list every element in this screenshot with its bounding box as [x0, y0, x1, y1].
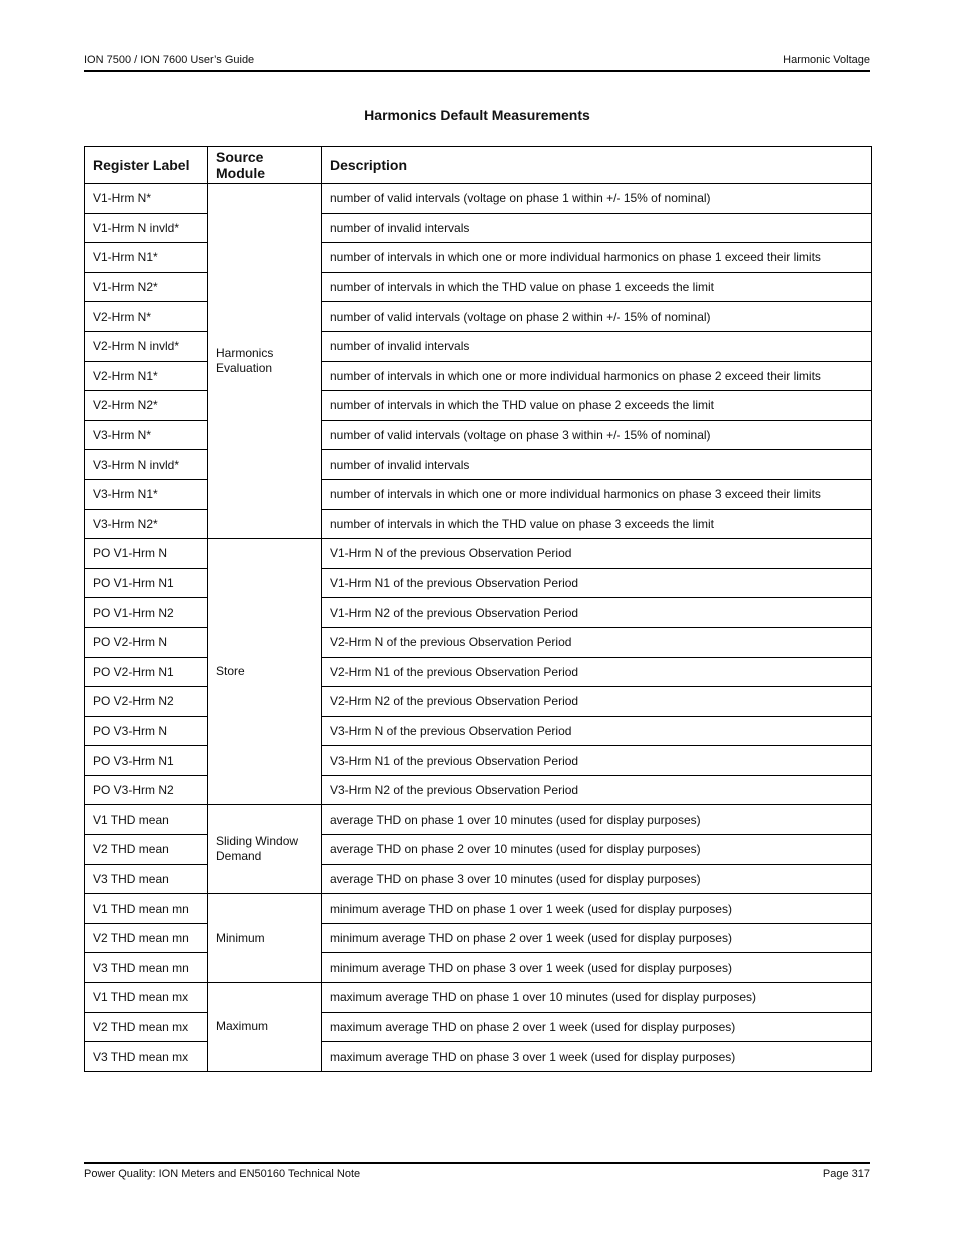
page-title: Harmonics Default Measurements: [364, 107, 590, 123]
description-cell: number of invalid intervals: [322, 213, 872, 243]
table-row: [85, 361, 872, 391]
register-label-cell: V1-Hrm N2*: [85, 272, 208, 302]
page-footer: [84, 1162, 870, 1180]
source-module-cell: Minimum: [208, 894, 322, 983]
page-number: Page 317: [822, 1168, 870, 1180]
register-label-cell: V3-Hrm N1*: [85, 479, 208, 509]
register-label-cell: PO V1-Hrm N: [85, 539, 208, 569]
measurements-table: [84, 146, 872, 1072]
description-cell: average THD on phase 3 over 10 minutes (used for display purposes): [322, 864, 872, 894]
description-cell: number of intervals in which one or more individual harmonics on phase 3 exceed their limits: [322, 479, 872, 509]
header-guide-title: ION 7500 / ION 7600 User’s Guide: [84, 54, 255, 66]
table-row: [85, 953, 872, 983]
description-cell: V2-Hrm N1 of the previous Observation Period: [322, 657, 872, 687]
description-cell: number of valid intervals (voltage on phase 1 within +/- 15% of nominal): [322, 184, 872, 214]
register-label-cell: V3-Hrm N invld*: [85, 450, 208, 480]
register-label-cell: V1-Hrm N1*: [85, 243, 208, 273]
register-label-cell: V3 THD mean mx: [85, 1042, 208, 1072]
source-module-cell: Harmonics Evaluation: [208, 184, 322, 539]
description-cell: V3-Hrm N of the previous Observation Period: [322, 716, 872, 746]
description-cell: average THD on phase 1 over 10 minutes (used for display purposes): [322, 805, 872, 835]
description-cell: V3-Hrm N2 of the previous Observation Period: [322, 775, 872, 805]
table-row: [85, 568, 872, 598]
header-description: Description: [322, 147, 872, 184]
page-header: [84, 50, 870, 72]
description-cell: V2-Hrm N2 of the previous Observation Period: [322, 687, 872, 717]
table-row: [85, 302, 872, 332]
register-label-cell: V2-Hrm N invld*: [85, 331, 208, 361]
table-row: [85, 391, 872, 421]
description-cell: V3-Hrm N1 of the previous Observation Period: [322, 746, 872, 776]
register-label-cell: PO V3-Hrm N1: [85, 746, 208, 776]
table-row: [85, 627, 872, 657]
table-row: [85, 864, 872, 894]
table-row: [85, 598, 872, 628]
description-cell: maximum average THD on phase 3 over 1 week (used for display purposes): [322, 1042, 872, 1072]
table-row: [85, 687, 872, 717]
description-cell: number of intervals in which the THD value on phase 1 exceeds the limit: [322, 272, 872, 302]
register-label-cell: PO V2-Hrm N: [85, 627, 208, 657]
table-row: [85, 272, 872, 302]
description-cell: number of valid intervals (voltage on phase 3 within +/- 15% of nominal): [322, 420, 872, 450]
description-cell: minimum average THD on phase 1 over 1 week (used for display purposes): [322, 894, 872, 924]
table-row: [85, 716, 872, 746]
description-cell: number of intervals in which the THD value on phase 3 exceeds the limit: [322, 509, 872, 539]
description-cell: number of valid intervals (voltage on phase 2 within +/- 15% of nominal): [322, 302, 872, 332]
description-cell: minimum average THD on phase 2 over 1 week (used for display purposes): [322, 923, 872, 953]
register-label-cell: PO V1-Hrm N2: [85, 598, 208, 628]
register-label-cell: PO V2-Hrm N2: [85, 687, 208, 717]
description-cell: number of intervals in which one or more individual harmonics on phase 1 exceed their limits: [322, 243, 872, 273]
table-row: [85, 420, 872, 450]
table-row: [85, 775, 872, 805]
register-label-cell: V1 THD mean mx: [85, 983, 208, 1013]
register-label-cell: V2 THD mean: [85, 835, 208, 865]
table-row: [85, 923, 872, 953]
description-cell: V1-Hrm N1 of the previous Observation Period: [322, 568, 872, 598]
header-section-title: Harmonic Voltage: [783, 54, 870, 66]
source-module-cell: Store: [208, 539, 322, 805]
description-cell: number of invalid intervals: [322, 331, 872, 361]
table-row: [85, 331, 872, 361]
footer-document-title: Power Quality: ION Meters and EN50160 Technical Note: [84, 1168, 361, 1180]
table-row: [85, 450, 872, 480]
register-label-cell: V3-Hrm N2*: [85, 509, 208, 539]
table-row: [85, 479, 872, 509]
register-label-cell: V1 THD mean: [85, 805, 208, 835]
table-row: [85, 243, 872, 273]
description-cell: number of intervals in which the THD value on phase 2 exceeds the limit: [322, 391, 872, 421]
table-row: [85, 213, 872, 243]
description-cell: average THD on phase 2 over 10 minutes (used for display purposes): [322, 835, 872, 865]
source-module-cell: Maximum: [208, 983, 322, 1072]
table-row: [85, 184, 872, 214]
table-body: [85, 184, 872, 1072]
source-module-cell: Sliding Window Demand: [208, 805, 322, 894]
description-cell: V2-Hrm N of the previous Observation Period: [322, 627, 872, 657]
table-row: [85, 509, 872, 539]
description-cell: maximum average THD on phase 1 over 10 minutes (used for display purposes): [322, 983, 872, 1013]
register-label-cell: V1-Hrm N*: [85, 184, 208, 214]
table-row: [85, 805, 872, 835]
register-label-cell: V3 THD mean: [85, 864, 208, 894]
table-row: [85, 1012, 872, 1042]
header-source-module: Source Module: [208, 147, 322, 184]
table-row: [85, 539, 872, 569]
register-label-cell: V3-Hrm N*: [85, 420, 208, 450]
table-row: [85, 894, 872, 924]
description-cell: number of intervals in which one or more individual harmonics on phase 2 exceed their limits: [322, 361, 872, 391]
register-label-cell: V2-Hrm N*: [85, 302, 208, 332]
register-label-cell: PO V3-Hrm N: [85, 716, 208, 746]
table-row: [85, 983, 872, 1013]
description-cell: V1-Hrm N of the previous Observation Period: [322, 539, 872, 569]
register-label-cell: V1 THD mean mn: [85, 894, 208, 924]
description-cell: number of invalid intervals: [322, 450, 872, 480]
description-cell: V1-Hrm N2 of the previous Observation Period: [322, 598, 872, 628]
register-label-cell: V2 THD mean mx: [85, 1012, 208, 1042]
register-label-cell: PO V1-Hrm N1: [85, 568, 208, 598]
register-label-cell: V2-Hrm N2*: [85, 391, 208, 421]
table-row: [85, 1042, 872, 1072]
register-label-cell: V2-Hrm N1*: [85, 361, 208, 391]
description-cell: minimum average THD on phase 3 over 1 week (used for display purposes): [322, 953, 872, 983]
description-cell: maximum average THD on phase 2 over 1 week (used for display purposes): [322, 1012, 872, 1042]
register-label-cell: V1-Hrm N invld*: [85, 213, 208, 243]
register-label-cell: PO V2-Hrm N1: [85, 657, 208, 687]
table-row: [85, 657, 872, 687]
table-row: [85, 746, 872, 776]
table-header-row: [85, 147, 872, 184]
register-label-cell: PO V3-Hrm N2: [85, 775, 208, 805]
register-label-cell: V2 THD mean mn: [85, 923, 208, 953]
table-row: [85, 835, 872, 865]
register-label-cell: V3 THD mean mn: [85, 953, 208, 983]
header-register-label: Register Label: [85, 147, 208, 184]
